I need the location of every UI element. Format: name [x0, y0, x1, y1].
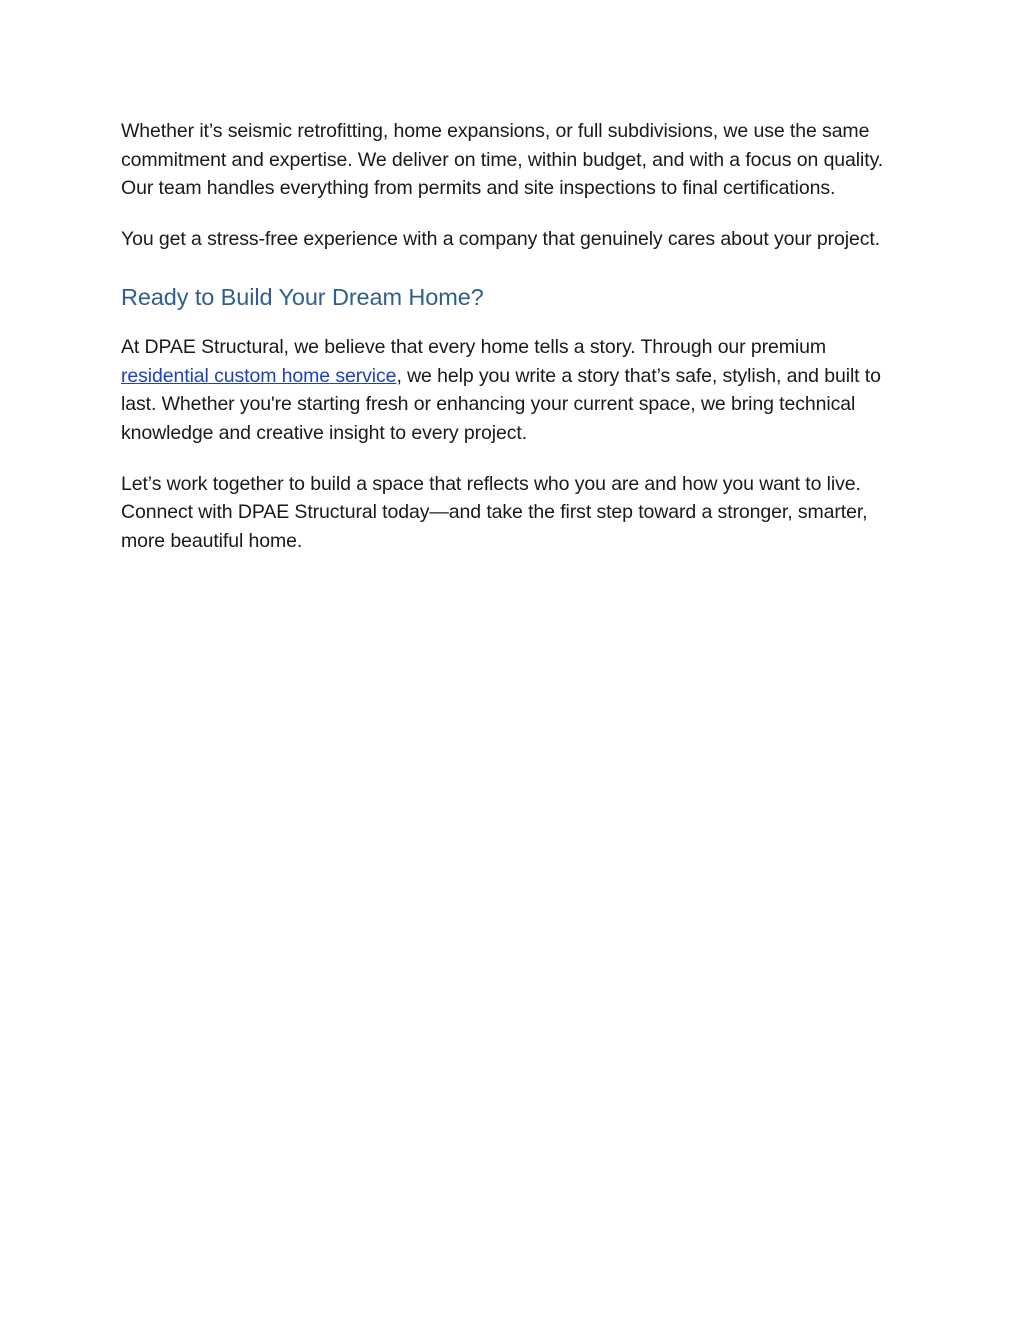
paragraph-about-intro: At DPAE Structural, we believe that every home tells a story. Through our premium	[121, 335, 827, 358]
paragraph-call-to-action: Let’s work together to build a space that reflects who you are and how you want to live. Connect with DPAE Structural today—and take the first step toward a stronger, smarter, more beautiful home.	[121, 472, 868, 553]
paragraph-about	[121, 333, 911, 448]
paragraph-experience: You get a stress-free experience with a company that genuinely cares about your project.	[121, 228, 881, 251]
paragraph-about-rest: , we help you write a story that’s safe, stylish, and built to last. Whether you're starting fresh or enhancing your current space, we bring technical knowledge and creative insight to every project.	[121, 364, 881, 444]
section-heading: Ready to Build Your Dream Home?	[121, 283, 484, 310]
residential-service-link[interactable]: residential custom home service	[121, 364, 397, 387]
document-page	[121, 117, 911, 556]
paragraph-services: Whether it’s seismic retrofitting, home expansions, or full subdivisions, we use the same commitment and expertise. We deliver on time, within budget, and with a focus on quality. Our team handles everything from permits and site inspections to final certifications.	[121, 120, 884, 200]
